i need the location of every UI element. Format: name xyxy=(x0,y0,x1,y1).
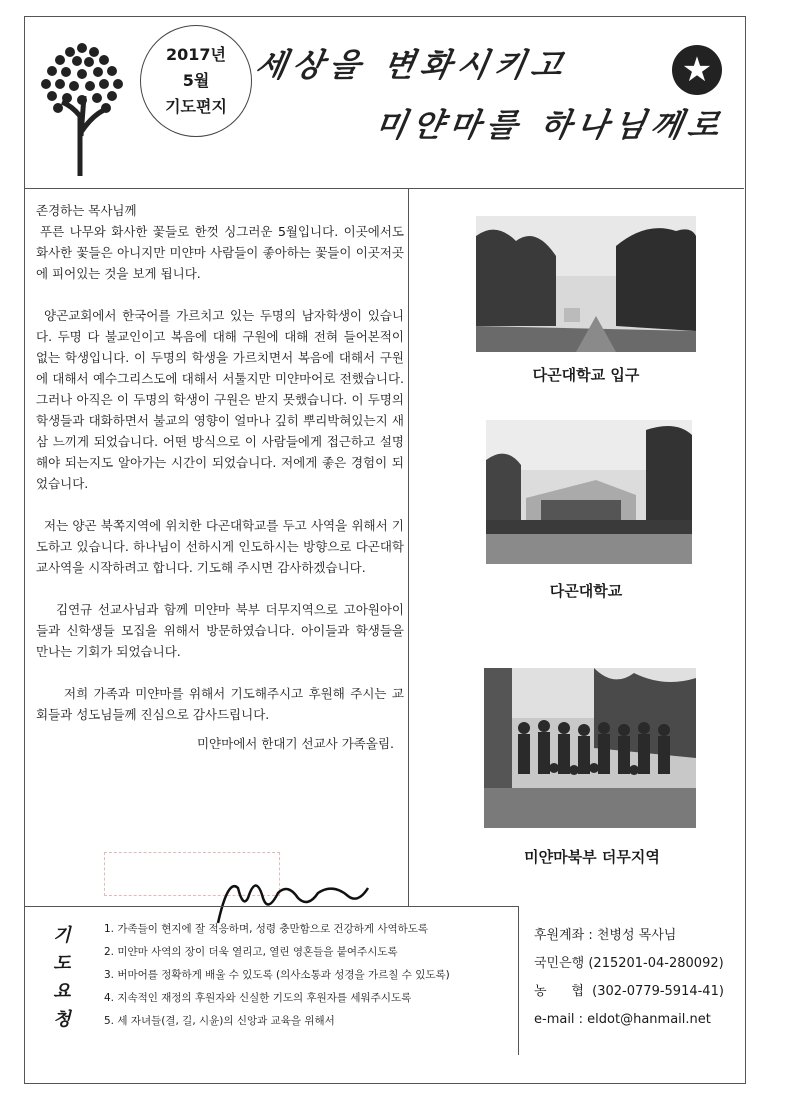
photo-caption: 다곤대학교 xyxy=(549,582,623,600)
photo-caption: 미얀마북부 더무지역 xyxy=(524,848,660,866)
photo-north-myanmar-group xyxy=(484,668,696,828)
letter-salutation: 존경하는 목사님께 xyxy=(36,203,137,218)
prayer-title-line: 기도 xyxy=(53,925,75,974)
letter-paragraph: 김연규 선교사님과 함께 미얀마 북부 더무지역으로 고아원아이들과 신학생들 모집을 위해서 방문하였습니다. 아이들과 학생들을 만나는 기회가 되었습니다. xyxy=(36,602,404,659)
letter-paragraph: 양곤교회에서 한국어를 가르치고 있는 두명의 남자학생이 있습니다. 두명 다 불교인이고 복음에 대해 구원에 대해 전혀 들어본적이 없는 학생입니다. 이 두명의 학생을 가르치면서 복음에 대해서 구원에 대해서 예수그리스도에 대해서 서툴지만 미얀마어로 전했습니다. 그러나 아직은 이 두명의 학생이 구원은 받지 못했습니다. 이 두명의 학생들과 대화하면서 불교의 영향이 얼마나 깊히 뿌리박혀있는지 새삼 느끼게 되었습니다. 어떤 방식으로 이 사람들에게 접근하고 설명해야 되는지도 알아가는 시간이 되었습니다. 저에게 좋은 경험이 되었습니다. xyxy=(36,308,404,491)
letter-signoff: 미얀마에서 한대기 선교사 가족올림. xyxy=(196,736,394,751)
photo-caption: 다곤대학교 입구 xyxy=(532,366,640,384)
date-title: 기도편지 xyxy=(165,97,227,116)
account-holder: 후원계좌 : 천병성 목사님 xyxy=(534,928,677,943)
email-address: e-mail : eldot@hanmail.net xyxy=(534,1012,711,1027)
motto-line-2: 미얀마를 하나님께로 xyxy=(372,106,729,144)
date-badge xyxy=(140,25,252,137)
date-month: 5월 xyxy=(182,71,210,90)
prayer-title xyxy=(44,922,84,1034)
prayer-item: 5. 세 자녀들(결, 길, 시윤)의 신앙과 교육을 위해서 xyxy=(104,1015,335,1027)
account-kb-bank: 국민은행 (215201-04-280092) xyxy=(534,956,724,971)
prayer-item: 3. 버마어를 정확하게 배울 수 있도록 (의사소통과 성경을 가르칠 수 있도록) xyxy=(104,969,450,981)
prayer-item: 1. 가족들이 현지에 잘 적응하며, 성령 충만함으로 건강하게 사역하도록 xyxy=(104,923,429,935)
account-nonghyup: 농 협 (302-0779-5914-41) xyxy=(534,984,724,999)
star-icon: ★ xyxy=(672,45,722,95)
photo-dagon-university xyxy=(486,420,692,564)
prayer-list xyxy=(104,918,514,1033)
prayer-title-line: 요청 xyxy=(53,981,75,1030)
letter-body xyxy=(36,200,404,775)
motto-line-1: 세상을 변화시키고 xyxy=(252,46,572,84)
date-year: 2017년 xyxy=(166,45,226,64)
letter-paragraph: 저희 가족과 미얀마를 위해서 기도해주시고 후원해 주시는 교회들과 성도님들께 진심으로 감사드립니다. xyxy=(36,686,404,722)
photo-dagon-university-entrance xyxy=(476,216,696,352)
support-account-info xyxy=(534,922,734,1034)
letter-paragraph: 푸른 나무와 화사한 꽃들로 한껏 싱그러운 5월입니다. 이곳에서도 화사한 꽃들은 아니지만 미얀마 사람들이 좋아하는 꽃들이 이곳저곳에 피어있는 것을 보게 됩니다. xyxy=(36,224,404,281)
letter-paragraph: 저는 양곤 북쪽지역에 위치한 다곤대학교를 두고 사역을 위해서 기도하고 있습니다. 하나님이 선하시게 인도하시는 방향으로 다곤대학교사역을 시작하려고 합니다. 기도해 주시면 감사하겠습니다. xyxy=(36,518,404,575)
tree-logo-icon xyxy=(32,36,132,176)
prayer-item: 2. 미얀마 사역의 장이 더욱 열리고, 열린 영혼들을 붙여주시도록 xyxy=(104,946,398,958)
prayer-item: 4. 지속적인 재정의 후원자와 신실한 기도의 후원자를 세워주시도록 xyxy=(104,992,412,1004)
